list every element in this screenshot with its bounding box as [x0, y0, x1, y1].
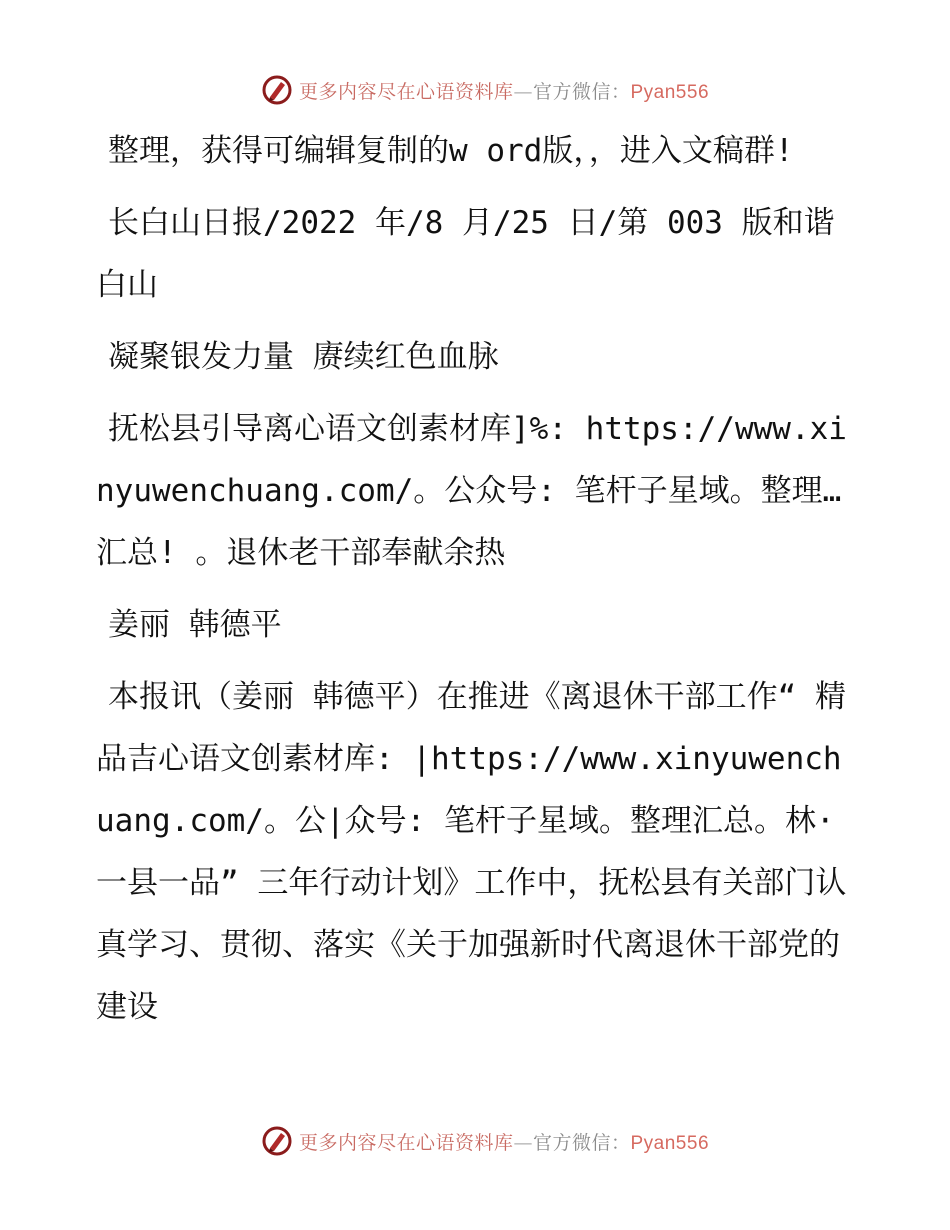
pen-logo-icon	[261, 74, 293, 106]
watermark-official: 官方微信：	[532, 1131, 631, 1154]
article-title: 凝聚银发力量 赓续红色血脉	[108, 339, 499, 375]
watermark-separator: —	[513, 1131, 533, 1154]
watermark-header	[0, 70, 950, 110]
watermark-footer	[0, 1121, 950, 1161]
article-body: 本报讯（姜丽 韩德平）在推进《离退休干部工作“ 精品吉心语文创素材库: |https://www.xinyuwenchuang.com/。公|众号: 笔杆子星域。整理汇总。林· 一县一品” 三年行动计划》工作中，抚松县有关部门认真学习、贯彻、落实《关于加强新时代离退休干部党的建设	[96, 679, 847, 1025]
watermark-prefix: 更多内容尽在心语资料库	[298, 1131, 514, 1154]
watermark-handle: Pyan556	[630, 81, 710, 103]
watermark-separator: —	[513, 80, 533, 103]
paragraph-source: 长白山日报/2022 年/8 月/25 日/第 003 版和谐白山	[96, 205, 835, 303]
watermark-prefix: 更多内容尽在心语资料库	[298, 80, 514, 103]
article-subtitle: 抚松县引导离心语文创素材库]%: https://www.xinyuwenchuang.com/。公众号: 笔杆子星域。整理…汇总! 。退休老干部奉献余热	[96, 411, 847, 571]
document-body	[96, 120, 856, 1038]
paragraph-intro: 整理，获得可编辑复制的w ord版，，进入文稿群!	[108, 133, 794, 169]
article-authors: 姜丽 韩德平	[108, 607, 282, 643]
watermark-official: 官方微信：	[532, 80, 631, 103]
watermark-handle: Pyan556	[630, 1132, 710, 1154]
pen-logo-icon	[261, 1125, 293, 1157]
